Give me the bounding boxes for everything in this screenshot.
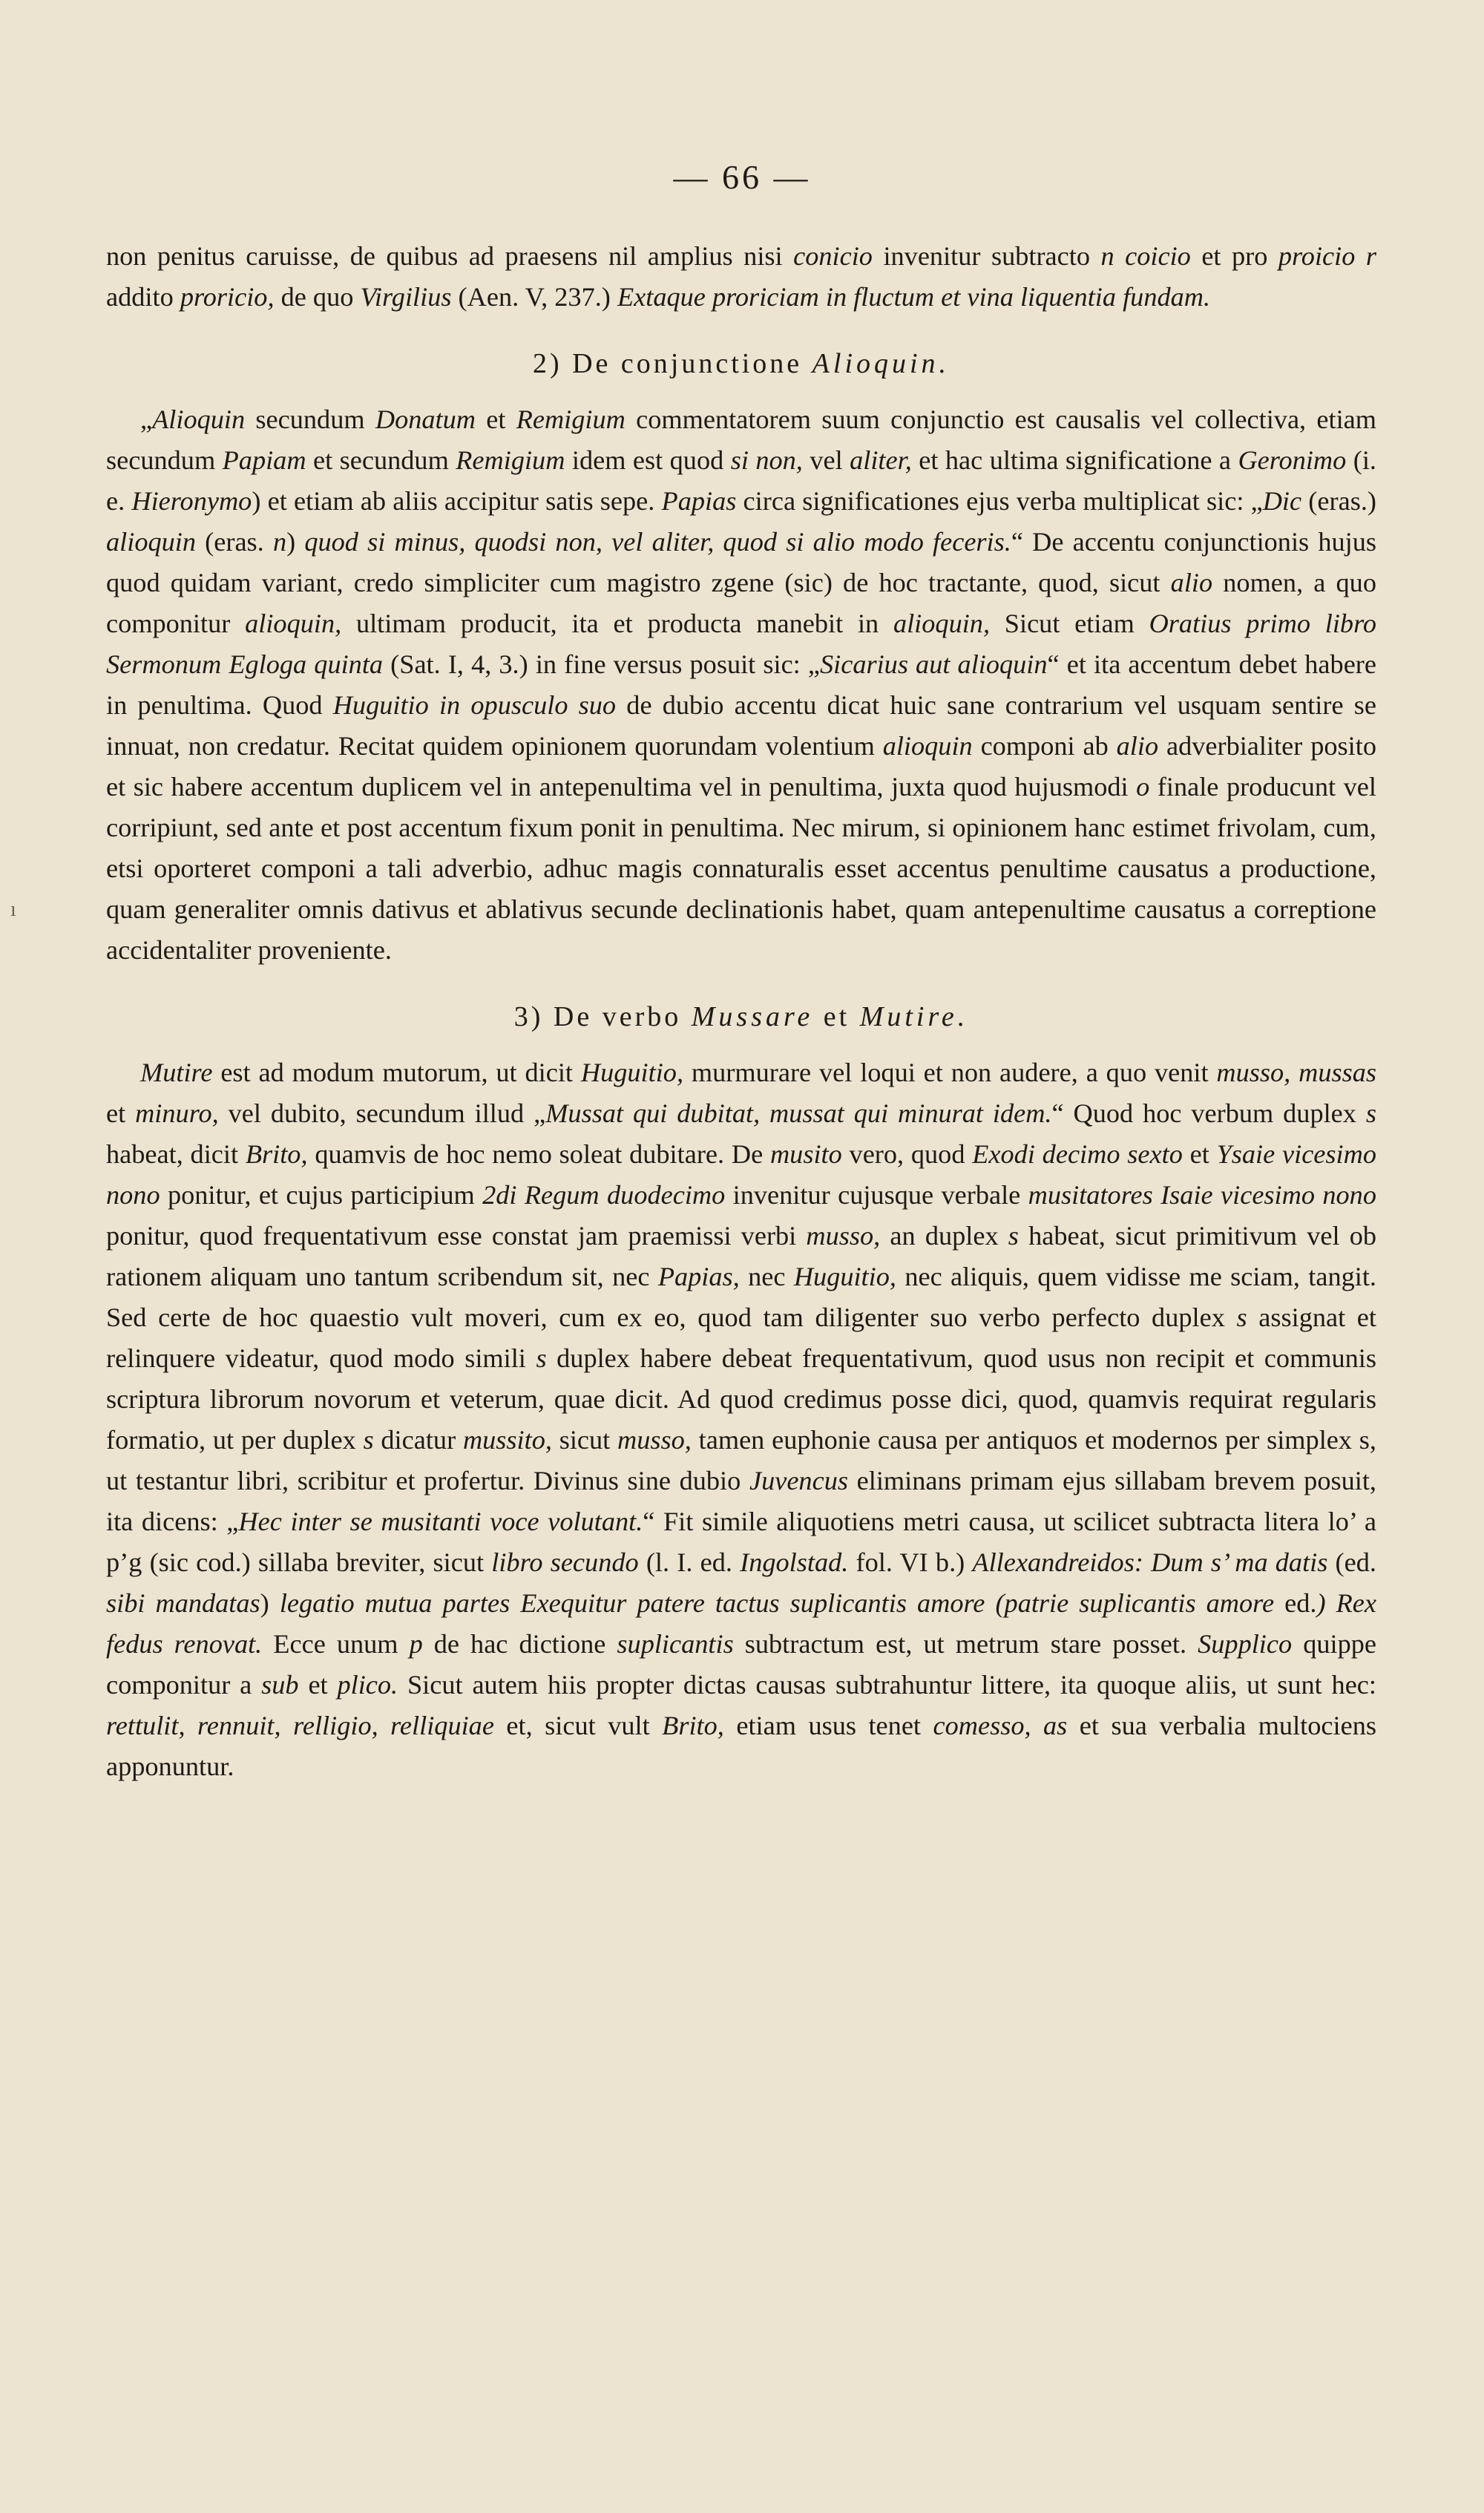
section-heading-3-prefix: 3) De verbo xyxy=(513,1001,692,1032)
section-heading-3-mid: et xyxy=(813,1001,860,1032)
section-2-paragraphs xyxy=(106,399,1376,971)
section-heading-3 xyxy=(106,996,1376,1038)
section-heading-2 xyxy=(106,343,1376,384)
paragraph: „Alioquin secundum Donatum et Remigium commentatorem suum conjunctio est causalis vel collectiva, etiam secundum Papiam et secundum Remigium idem est quod si non, vel aliter, et hac ultima significatione a Geronimo (i. e. Hieronymo) et etiam ab aliis accipitur satis sepe. Papias circa significationes ejus verba multiplicat sic: „Dic (eras.) alioquin (eras. n) quod si minus, quodsi non, vel aliter, quod si alio modo feceris.“ De accentu conjunctionis hujus quod quidam variant, credo simpliciter cum magistro zgene (sic) de hoc tractante, quod, sicut alio nomen, a quo componitur alioquin, ultimam producit, ita et producta manebit in alioquin, Sicut etiam Oratius primo libro Sermonum Egloga quinta (Sat. I, 4, 3.) in fine versus posuit sic: „Sicarius aut alioquin“ et ita accentum debet habere in penultima. Quod Huguitio in opusculo suo de dubio accentu dicat huic sane contrarium vel usquam sentire se innuat, non credatur. Recitat quidem opinionem quorundam volentium alioquin componi ab alio adverbialiter posito et sic habere accentum duplicem vel in antepenultima vel in penultima, juxta quod hujusmodi o finale producunt vel corripiunt, sed ante et post accentum fixum ponit in penultima. Nec mirum, si opinionem hanc estimet frivolam, cum, etsi oporteret componi a tali adverbio, adhuc magis connaturalis esset accentus penultime causatus a productione, quam generaliter omnis dativus et ablativus secunde declinationis habet, quam antepenultime causatus a correptione accidentaliter proveniente. xyxy=(106,404,1377,965)
paragraph: non penitus caruisse, de quibus ad praesens nil amplius nisi conicio invenitur subtracto n coicio et pro proicio r addito proricio, de quo Virgilius (Aen. V, 237.) Extaque proriciam in fluctum et vina liquentia fundam. xyxy=(106,241,1376,312)
section-heading-2-term: Alioquin. xyxy=(812,348,951,379)
section-heading-2-prefix: 2) De conjunctione xyxy=(532,348,812,379)
margin-mark: ı xyxy=(10,898,16,921)
intro-paragraphs xyxy=(106,236,1376,318)
section-heading-3-term1: Mussare xyxy=(691,1001,814,1032)
section-3-paragraphs xyxy=(106,1052,1376,1787)
page-body xyxy=(106,236,1376,1787)
page-number: — 66 — xyxy=(673,158,811,196)
paragraph: Mutire est ad modum mutorum, ut dicit Huguitio, murmurare vel loqui et non audere, a quo venit musso, mussas et minuro, vel dubito, secundum illud „Mussat qui dubitat, mussat qui minurat idem.“ Quod hoc verbum duplex s habeat, dicit Brito, quamvis de hoc nemo soleat dubitare. De musito vero, quod Exodi decimo sexto et Ysaie vicesimo nono ponitur, et cujus participium 2di Regum duodecimo invenitur cujusque verbale musitatores Isaie vicesimo nono ponitur, quod frequentativum esse constat jam praemissi verbi musso, an duplex s habeat, sicut primitivum vel ob rationem aliquam uno tantum scribendum sit, nec Papias, nec Huguitio, nec aliquis, quem vidisse me sciam, tangit. Sed certe de hoc quaestio vult moveri, cum ex eo, quod tam diligenter suo verbo perfecto duplex s assignat et relinquere videatur, quod modo simili s duplex habere debeat frequentativum, quod usus non recipit et communis scriptura librorum novorum et veterum, quae dicit. Ad quod credimus posse dici, quod, quamvis requirat regularis formatio, ut per duplex s dicatur mussito, sicut musso, tamen euphonie causa per antiquos et modernos per simplex s, ut testantur libri, scribitur et profertur. Divinus sine dubio Juvencus eliminans primam ejus sillabam brevem posuit, ita dicens: „Hec inter se musitanti voce volutant.“ Fit simile aliquotiens metri causa, ut scilicet subtracta litera lo’ a p’g (sic cod.) sillaba breviter, sicut libro secundo (l. I. ed. Ingolstad. fol. VI b.) Allexandreidos: Dum s’ ma datis (ed. sibi mandatas) legatio mutua partes Exequitur patere tactus suplicantis amore (patrie suplicantis amore ed.) Rex fedus renovat. Ecce unum p de hac dictione suplicantis subtractum est, ut metrum stare posset. Supplico quippe componitur a sub et plico. Sicut autem hiis propter dictas causas subtrahuntur littere, ita quoque aliis, ut sunt hec: rettulit, rennuit, relligio, relliquiae et, sicut vult Brito, etiam usus tenet comesso, as et sua verbalia multociens apponuntur. xyxy=(106,1058,1377,1781)
section-heading-3-term2: Mutire. xyxy=(859,1001,969,1032)
